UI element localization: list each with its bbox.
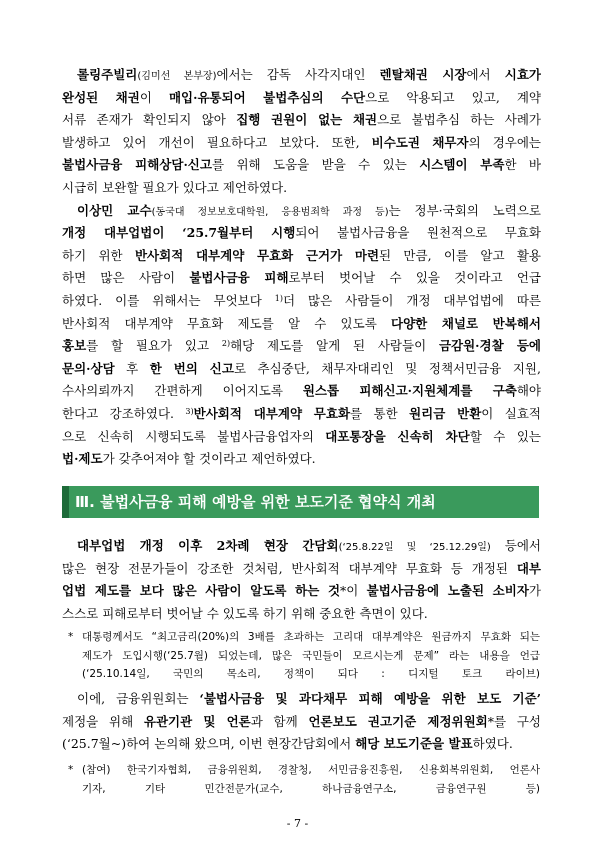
text-run: 으로 불법추심 하는 사례가 xyxy=(377,112,541,128)
emphasis-text: 개정 대부업법이 ‘25.7월부터 시행 xyxy=(62,225,296,241)
footnote-ref: 2) xyxy=(221,339,231,349)
footnote-marker: * xyxy=(68,764,74,776)
text-line xyxy=(62,290,541,313)
text-run: 를 할 필요가 있고 xyxy=(86,338,222,354)
footnote-lines xyxy=(82,761,540,798)
text-line: (‘25.10.14일, 국민의 목소리, 정책이 되다 : 디지털 토크 라이브) xyxy=(82,668,540,680)
text-run: 로 추심중단, 채무자대리인 및 정책서민금융 지원, xyxy=(233,360,541,376)
emphasis-text: 한 번의 신고 xyxy=(149,360,234,376)
emphasis-text: 시효가 xyxy=(504,67,541,82)
text-line xyxy=(62,358,541,381)
text-line xyxy=(62,132,541,155)
text-line xyxy=(62,603,541,626)
footnote-committee-members xyxy=(68,761,540,798)
text-run: 를 통한 xyxy=(350,405,410,421)
emphasis-text: 대포통장을 신속히 차단 xyxy=(325,428,470,444)
text-run: 를 위해 도움을 받을 수 있는 xyxy=(211,157,420,173)
text-run: 에서 xyxy=(466,67,505,82)
emphasis-text: 금감원·경찰 등에 xyxy=(438,338,541,354)
text-line xyxy=(62,313,541,336)
footnote-ref: 3) xyxy=(185,406,194,416)
text-run: 시급히 보완할 필요가 있다고 제언하였다. xyxy=(62,179,288,195)
emphasis-text: 불법사금융에 노출된 소비자 xyxy=(366,583,529,599)
paragraph-professor-lee xyxy=(62,200,541,471)
text-run: 한 바 xyxy=(504,157,541,173)
footnote-ref: 1) xyxy=(274,293,283,303)
text-run: 스스로 피해로부터 벗어날 수 있도록 하기 위해 중요한 측면이 있다. xyxy=(62,605,428,621)
text-run: 해야 xyxy=(516,383,541,399)
text-run: 이 xyxy=(139,89,169,105)
text-run: 가 갖추어져야 할 것이라고 제언하였다. xyxy=(102,451,316,467)
text-run: 으로 악용되고 있고, 계약 xyxy=(365,89,541,105)
text-line: (참여) 한국기자협회, 금융위원회, 경찰청, 서민금융진흥원, 신용회복위원회, 언론사 xyxy=(82,764,540,776)
text-line: 기자, 기타 민간전문가(교수, 하나금융연구소, 금융연구원 등) xyxy=(82,782,540,795)
emphasis-text: 렌탈채권 시장 xyxy=(379,67,467,82)
emphasis-text: 불법사금융 피해상담·신고 xyxy=(62,157,212,173)
text-line xyxy=(62,426,541,449)
text-line xyxy=(62,245,541,268)
emphasis-text: 반사회적 대부계약 무효화 근거가 마련 xyxy=(134,247,380,263)
paragraph-expert-views xyxy=(62,535,541,625)
text-run: 가 xyxy=(528,583,541,599)
text-line xyxy=(62,535,541,558)
emphasis-text: 집행 권원이 없는 채권 xyxy=(236,112,378,128)
emphasis-text: 문의·상담 xyxy=(62,360,115,376)
page-number: - 7 - xyxy=(286,817,309,830)
section-heading-text: Ⅲ. 불법사금융 피해 예방을 위한 보도기준 협약식 개최 xyxy=(75,493,436,511)
emphasis-text: 롤링주빌리 xyxy=(77,67,138,82)
footnote-marker: * xyxy=(68,631,74,643)
emphasis-text: ‘불법사금융 및 과다채무 피해 예방을 위한 보도 기준’ xyxy=(199,691,541,706)
emphasis-text: 유관기관 및 언론 xyxy=(143,713,251,729)
text-line xyxy=(62,558,541,581)
text-run: 하였다. xyxy=(472,736,513,752)
text-line xyxy=(62,403,541,426)
text-run: 에서는 감독 사각지대인 xyxy=(216,67,380,82)
text-run: 등에서 xyxy=(490,538,541,553)
text-run: 로부터 벗어날 수 있을 것이라고 언급 xyxy=(288,270,541,286)
text-line xyxy=(62,711,541,734)
emphasis-text: 반사회적 대부계약 무효화 xyxy=(193,405,351,421)
text-run: 발생하고 있어 개선이 필요하다고 보았다. 또한, xyxy=(62,134,372,150)
emphasis-text: 법·제도 xyxy=(62,451,103,467)
text-line xyxy=(62,109,541,132)
text-run: 이에, 금융위원회는 xyxy=(77,691,200,706)
text-run: (‘25.7월~)하여 논의해 왔으며, 이번 현장간담회에서 xyxy=(62,736,356,752)
parenthetical-text: (김미선 본부장) xyxy=(137,71,217,82)
text-run: 된 만큼, 이를 알고 활용 xyxy=(379,247,541,263)
text-run: *를 구성 xyxy=(487,713,541,729)
emphasis-text: 대부업법 개정 이후 2차례 현장 간담회 xyxy=(77,538,339,553)
emphasis-text: 업법 제도를 보다 많은 사람이 알도록 하는 것 xyxy=(62,583,341,599)
text-run: 한다고 강조하였다. xyxy=(62,405,186,421)
emphasis-text: 불법사금융 피해 xyxy=(189,270,289,286)
text-run: 후 xyxy=(114,360,150,376)
text-line xyxy=(62,200,541,223)
text-line xyxy=(62,87,541,110)
emphasis-text: 홍보 xyxy=(62,338,87,354)
text-run: 는 정부·국회의 노력으로 xyxy=(388,202,541,218)
text-line xyxy=(62,154,541,177)
text-run: 의 경우에는 xyxy=(468,134,541,150)
emphasis-text: 대부 xyxy=(516,560,541,576)
emphasis-text: 완성된 채권 xyxy=(62,89,140,105)
footnote-president-remark xyxy=(68,628,540,684)
emphasis-text: 원리금 반환 xyxy=(409,405,482,421)
text-run: 더 많은 사람들이 개정 대부업법에 따른 xyxy=(283,292,541,308)
emphasis-text: 언론보도 권고기준 제정위원회 xyxy=(308,713,488,729)
text-run: *이 xyxy=(340,583,367,599)
text-run: 제정을 위해 xyxy=(62,713,144,729)
emphasis-text: 시스템이 부족 xyxy=(419,157,505,173)
emphasis-text: 해당 보도기준을 발표 xyxy=(355,736,473,752)
text-run: 하면 많은 사람이 xyxy=(62,270,190,286)
text-line xyxy=(62,733,541,756)
text-run: 할 수 있는 xyxy=(469,428,541,444)
paragraph-fsc-committee xyxy=(62,688,541,756)
text-run: 해당 제도를 알게 된 사람들이 xyxy=(230,338,439,354)
text-line xyxy=(62,222,541,245)
emphasis-text: 다양한 채널로 반복해서 xyxy=(391,315,541,331)
footnote-lines xyxy=(82,628,540,684)
text-line xyxy=(62,688,541,711)
text-line xyxy=(62,177,541,200)
parenthetical-text: (동국대 정보보호대학원, 응용범죄학 과정 등) xyxy=(151,206,389,218)
text-run: 서류 존재가 확인되지 않아 xyxy=(62,112,237,128)
text-line xyxy=(62,64,541,87)
text-run: 많은 현장 전문가들이 강조한 것처럼, 반사회적 대부계약 무효화 등 개정된 xyxy=(62,560,517,576)
section-heading xyxy=(62,486,539,518)
text-run: 반사회적 대부계약 무효화 제도를 알 수 있도록 xyxy=(62,315,392,331)
text-line: 제도가 도입시행(‘25.7월) 되었는데, 많은 국민들이 모르시는게 문제” 라는 내용을 언급 xyxy=(82,649,540,662)
text-run: 으로 신속히 시행되도록 불법사금융업자의 xyxy=(62,428,326,444)
text-line xyxy=(62,380,541,403)
text-run: 과 함께 xyxy=(250,713,309,729)
emphasis-text: 비수도권 채무자 xyxy=(371,134,469,150)
text-line xyxy=(62,448,541,471)
paragraph-rolling-jubilee xyxy=(62,64,541,200)
text-line xyxy=(62,267,541,290)
text-run: 하였다. 이를 위해서는 무엇보다 xyxy=(62,292,275,308)
text-run: 이 실효적 xyxy=(481,405,541,421)
text-line: 대통령께서도 “최고금리(20%)의 3배를 초과하는 고리대 대부계약은 원금까지 무효화 되는 xyxy=(82,631,540,643)
text-run: 하기 위한 xyxy=(62,247,135,263)
text-run: 수사의뢰까지 간편하게 이어지도록 xyxy=(62,383,303,399)
emphasis-text: 원스톱 피해신고·지원체계를 구축 xyxy=(302,383,517,399)
text-line xyxy=(62,580,541,603)
emphasis-text: 이상민 교수 xyxy=(77,202,152,218)
parenthetical-text: (‘25.8.22일 및 ‘25.12.29일) xyxy=(338,542,491,553)
emphasis-text: 매입·유통되어 불법추심의 수단 xyxy=(168,89,366,105)
text-run: 되어 불법사금융을 원천적으로 무효화 xyxy=(295,225,541,241)
text-line xyxy=(62,335,541,358)
